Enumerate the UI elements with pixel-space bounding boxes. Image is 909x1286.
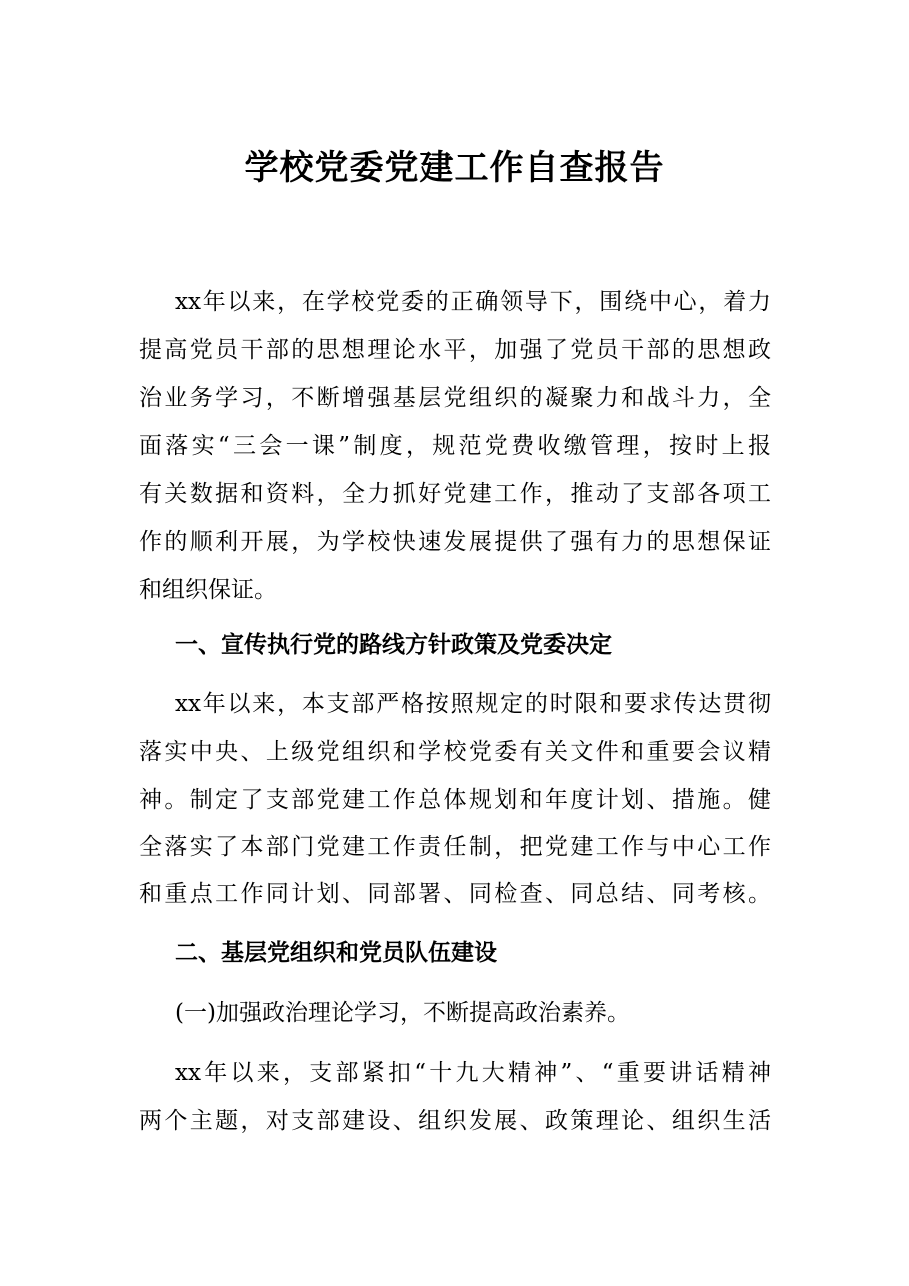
paragraph-line: 提高党员干部的思想理论水平，加强了党员干部的思想政 bbox=[139, 337, 771, 363]
paragraph-line: xx年以来，在学校党委的正确领导下，围绕中心，着力 bbox=[175, 289, 771, 315]
paragraph-line: 落实中央、上级党组织和学校党委有关文件和重要会议精 bbox=[139, 739, 771, 765]
paragraph-line: 全落实了本部门党建工作责任制，把党建工作与中心工作 bbox=[139, 834, 771, 860]
paragraph-line: xx年以来，本支部严格按照规定的时限和要求传达贯彻 bbox=[175, 691, 771, 717]
subsection-heading: (一)加强政治理论学习，不断提高政治素养。 bbox=[175, 1000, 630, 1026]
paragraph-line: 和组织保证。 bbox=[139, 577, 277, 603]
paragraph-line: 和重点工作同计划、同部署、同检查、同总结、同考核。 bbox=[139, 881, 771, 907]
paragraph-line: 作的顺利开展，为学校快速发展提供了强有力的思想保证 bbox=[139, 529, 771, 555]
paragraph-line: xx年以来，支部紧扣“十九大精神”、“重要讲话精神 bbox=[175, 1060, 771, 1086]
paragraph-line: 治业务学习，不断增强基层党组织的凝聚力和战斗力，全 bbox=[139, 385, 771, 411]
section-heading: 二、基层党组织和党员队伍建设 bbox=[175, 939, 497, 966]
document-title: 学校党委党建工作自查报告 bbox=[244, 148, 665, 188]
paragraph-line: 有关数据和资料，全力抓好党建工作，推动了支部各项工 bbox=[139, 481, 771, 507]
paragraph-line: 神。制定了支部党建工作总体规划和年度计划、措施。健 bbox=[139, 787, 771, 813]
paragraph-line: 面落实“三会一课”制度，规范党费收缴管理，按时上报 bbox=[139, 433, 771, 459]
paragraph-line: 两个主题，对支部建设、组织发展、政策理论、组织生活 bbox=[139, 1108, 771, 1134]
section-heading: 一、宣传执行党的路线方针政策及党委决定 bbox=[175, 631, 612, 658]
